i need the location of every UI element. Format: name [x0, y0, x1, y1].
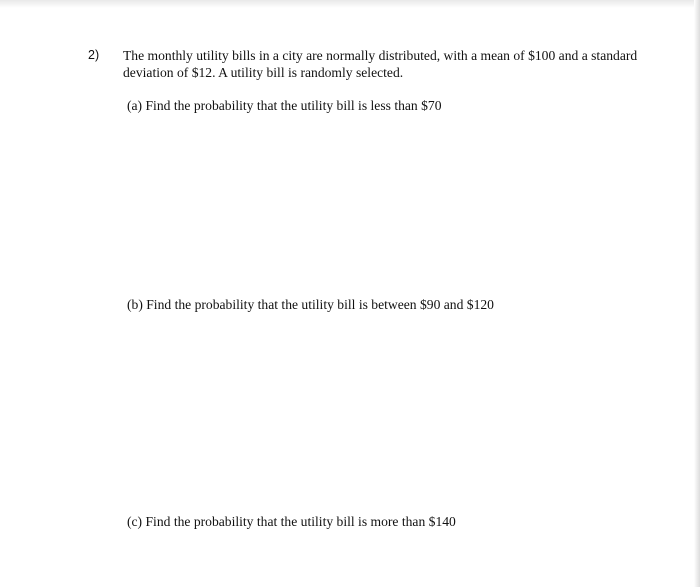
part-b-prompt: (b) Find the probability that the utility bill is between $90 and $120	[127, 297, 494, 312]
part-a-prompt: (a) Find the probability that the utility bill is less than $70	[127, 98, 442, 113]
question-stem: The monthly utility bills in a city are normally distributed, with a mean of $100 and a standard deviation of $12. A utility bill is randomly selected.	[123, 48, 638, 80]
page-top-shadow	[0, 0, 700, 8]
page-right-shadow	[694, 0, 700, 587]
part-c-prompt: (c) Find the probability that the utility bill is more than $140	[127, 514, 456, 529]
question-number: 2)	[88, 48, 100, 62]
